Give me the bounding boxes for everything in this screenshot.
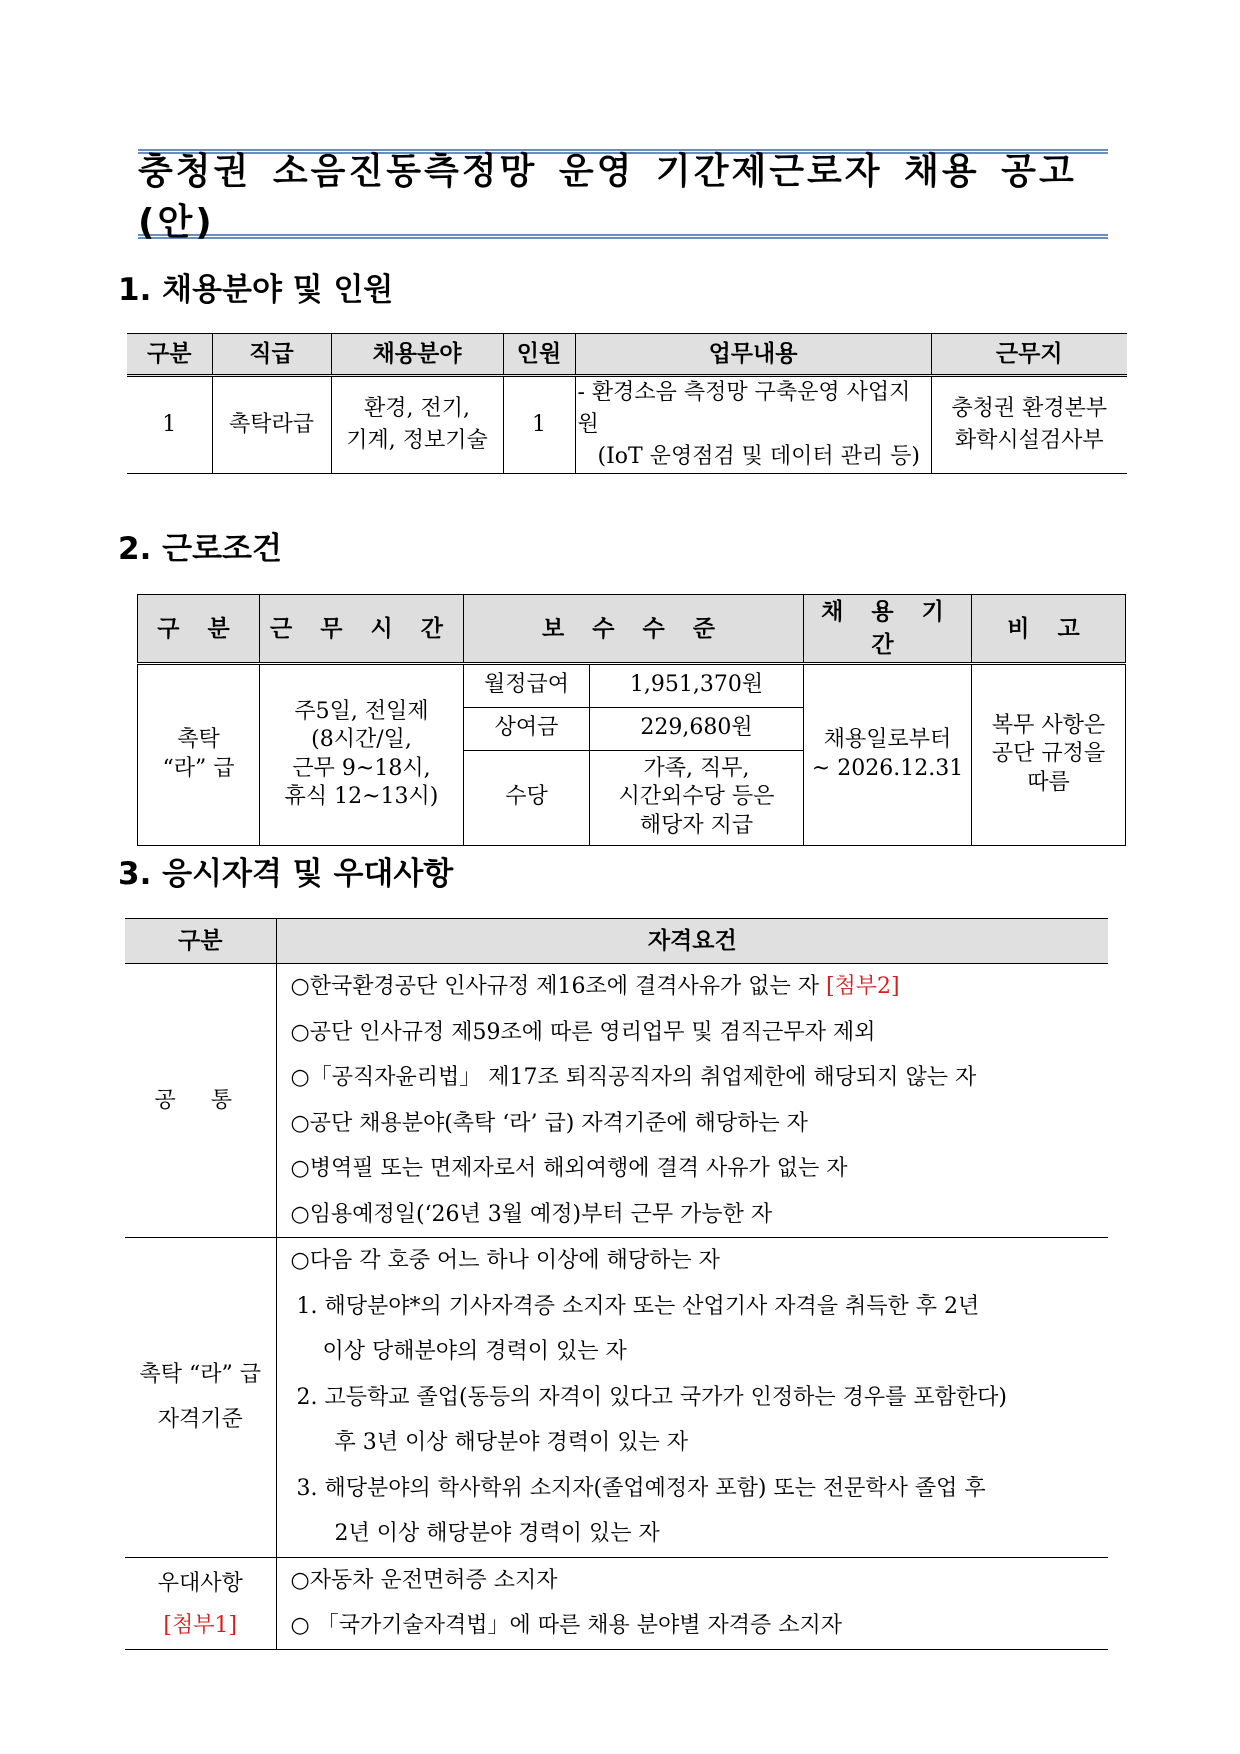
pay-value: 229,680원 — [590, 707, 804, 750]
count-cell: 1 — [503, 376, 575, 474]
list-item: ○임용예정일(‘26년 3월 예정)부터 근무 가능한 자 — [290, 1201, 773, 1227]
section1-heading: 1. 채용분야 및 인원 — [118, 272, 394, 308]
table-header-row — [138, 595, 1126, 664]
grade-cell — [138, 663, 260, 845]
header-cell: 비 고 — [972, 595, 1126, 664]
title-box — [138, 149, 1108, 243]
list-item: ○다음 각 호중 어느 하나 이상에 해당하는 자 — [290, 1248, 720, 1273]
attachment-note: [첨부2] — [825, 974, 900, 999]
field-cell — [331, 376, 503, 474]
section3-heading: 3. 응시자격 및 우대사항 — [118, 856, 454, 892]
table-header-row — [125, 919, 1108, 964]
hours-cell — [260, 663, 464, 845]
preference-content — [276, 1557, 1108, 1649]
common-content — [276, 964, 1108, 1238]
grade-cell: 촉탁라급 — [212, 376, 331, 474]
duty-line: - 환경소음 측정망 구축운영 사업지원 — [577, 380, 911, 437]
common-label-text: 공 통 — [154, 1087, 246, 1113]
hours-line: 휴식 12~13시) — [284, 784, 439, 810]
header-cell: 채 용 기 간 — [804, 595, 972, 664]
pay-value: 1,951,370원 — [590, 663, 804, 707]
list-item: ○공단 채용분야(촉탁 ‘라’ 급) 자격기준에 해당하는 자 — [290, 1110, 808, 1136]
list-item-continuation: 2년 이상 해당분야 경력이 있는 자 — [334, 1521, 660, 1546]
pay-label: 월정급여 — [464, 663, 590, 707]
workplace-cell — [931, 376, 1127, 474]
list-item: ○「공직자윤리법」 제17조 퇴직공직자의 취업제한에 해당되지 않는 자 — [290, 1065, 977, 1090]
list-item-continuation: 후 3년 이상 해당분야 경력이 있는 자 — [334, 1430, 688, 1455]
list-item: 1. 해당분야*의 기사자격증 소지자 또는 산업기사 자격을 취득한 후 2년 — [296, 1293, 980, 1319]
period-line: 채용일로부터 — [823, 727, 952, 753]
table-row — [125, 1557, 1108, 1649]
allowance-line: 가족, 직무, — [643, 755, 750, 781]
list-item-text: ○한국환경공단 인사규정 제16조에 결격사유가 없는 자 — [290, 974, 826, 999]
qualification-content — [276, 1238, 1108, 1558]
list-item: 3. 해당분야의 학사학위 소지자(졸업예정자 포함) 또는 전문학사 졸업 후 — [296, 1475, 986, 1501]
list-item-continuation: 이상 당해분야의 경력이 있는 자 — [322, 1339, 627, 1364]
header-cell: 구 분 — [138, 595, 260, 664]
common-label — [125, 964, 276, 1238]
grade-line: “라” 급 — [162, 755, 235, 781]
workplace-line: 충청권 환경본부 — [951, 395, 1108, 421]
allowance-line: 시간외수당 등은 — [618, 784, 775, 810]
hours-line: 주5일, 전일제 — [294, 698, 429, 724]
table-header-row — [127, 334, 1127, 376]
note-line: 공단 규정을 — [991, 741, 1106, 767]
period-cell — [804, 663, 972, 845]
recruitment-table — [127, 333, 1127, 474]
qualification-table — [125, 918, 1108, 1650]
hours-line: 근무 9~18시, — [292, 755, 431, 781]
duty-cell — [575, 376, 931, 474]
list-item: 2. 고등학교 졸업(동등의 자격이 있다고 국가가 인정하는 경우를 포함한다) — [296, 1384, 1007, 1410]
hours-line: (8시간/일, — [311, 727, 412, 753]
header-cell: 근 무 시 간 — [260, 595, 464, 664]
header-cell: 인원 — [503, 334, 575, 376]
qualification-label — [125, 1238, 276, 1558]
header-cell: 직급 — [212, 334, 331, 376]
workplace-line: 화학시설검사부 — [954, 427, 1104, 453]
allowance-line: 해당자 지급 — [639, 812, 754, 838]
header-cell: 구분 — [127, 334, 212, 376]
list-item: ○공단 인사규정 제59조에 따른 영리업무 및 겸직근무자 제외 — [290, 1019, 876, 1045]
preference-label-text: 우대사항 — [157, 1570, 243, 1596]
list-item — [291, 964, 1101, 1010]
note-cell — [972, 663, 1126, 845]
field-line: 기계, 정보기술 — [346, 427, 488, 453]
header-cell: 자격요건 — [276, 919, 1108, 964]
table-row — [127, 376, 1127, 474]
header-cell: 업무내용 — [575, 334, 931, 376]
attachment-note: [첨부1] — [163, 1612, 238, 1638]
document-title: 충청권 소음진동측정망 운영 기간제근로자 채용 공고(안) — [138, 151, 1077, 243]
allowance-label: 수당 — [464, 750, 590, 845]
list-item: ○자동차 운전면허증 소지자 — [290, 1567, 558, 1593]
row-number: 1 — [127, 376, 212, 474]
section2-heading: 2. 근로조건 — [118, 531, 282, 567]
table-row — [125, 1238, 1108, 1558]
note-line: 복무 사항은 — [991, 712, 1106, 738]
header-cell: 근무지 — [931, 334, 1127, 376]
note-line: 따름 — [1027, 769, 1070, 795]
list-item: ○병역필 또는 면제자로서 해외여행에 결격 사유가 없는 자 — [290, 1156, 848, 1181]
header-cell: 보 수 수 준 — [464, 595, 804, 664]
header-cell: 채용분야 — [331, 334, 503, 376]
qualification-label-line: 촉탁 “라” 급 — [139, 1362, 261, 1388]
qualification-label-line: 자격기준 — [157, 1407, 243, 1433]
table-row — [138, 663, 1126, 707]
header-cell: 구분 — [125, 919, 276, 964]
conditions-table — [137, 594, 1126, 846]
allowance-cell — [590, 750, 804, 845]
pay-label: 상여금 — [464, 707, 590, 750]
field-line: 환경, 전기, — [364, 395, 470, 421]
duty-line: (IoT 운영점검 및 데이터 관리 등) — [597, 443, 921, 469]
table-row — [125, 964, 1108, 1238]
preference-label — [125, 1557, 276, 1649]
period-line: ~ 2026.12.31 — [811, 755, 964, 781]
grade-line: 촉탁 — [177, 727, 220, 753]
list-item: ○ 「국가기술자격법」에 따른 채용 분야별 자격증 소지자 — [290, 1613, 842, 1638]
